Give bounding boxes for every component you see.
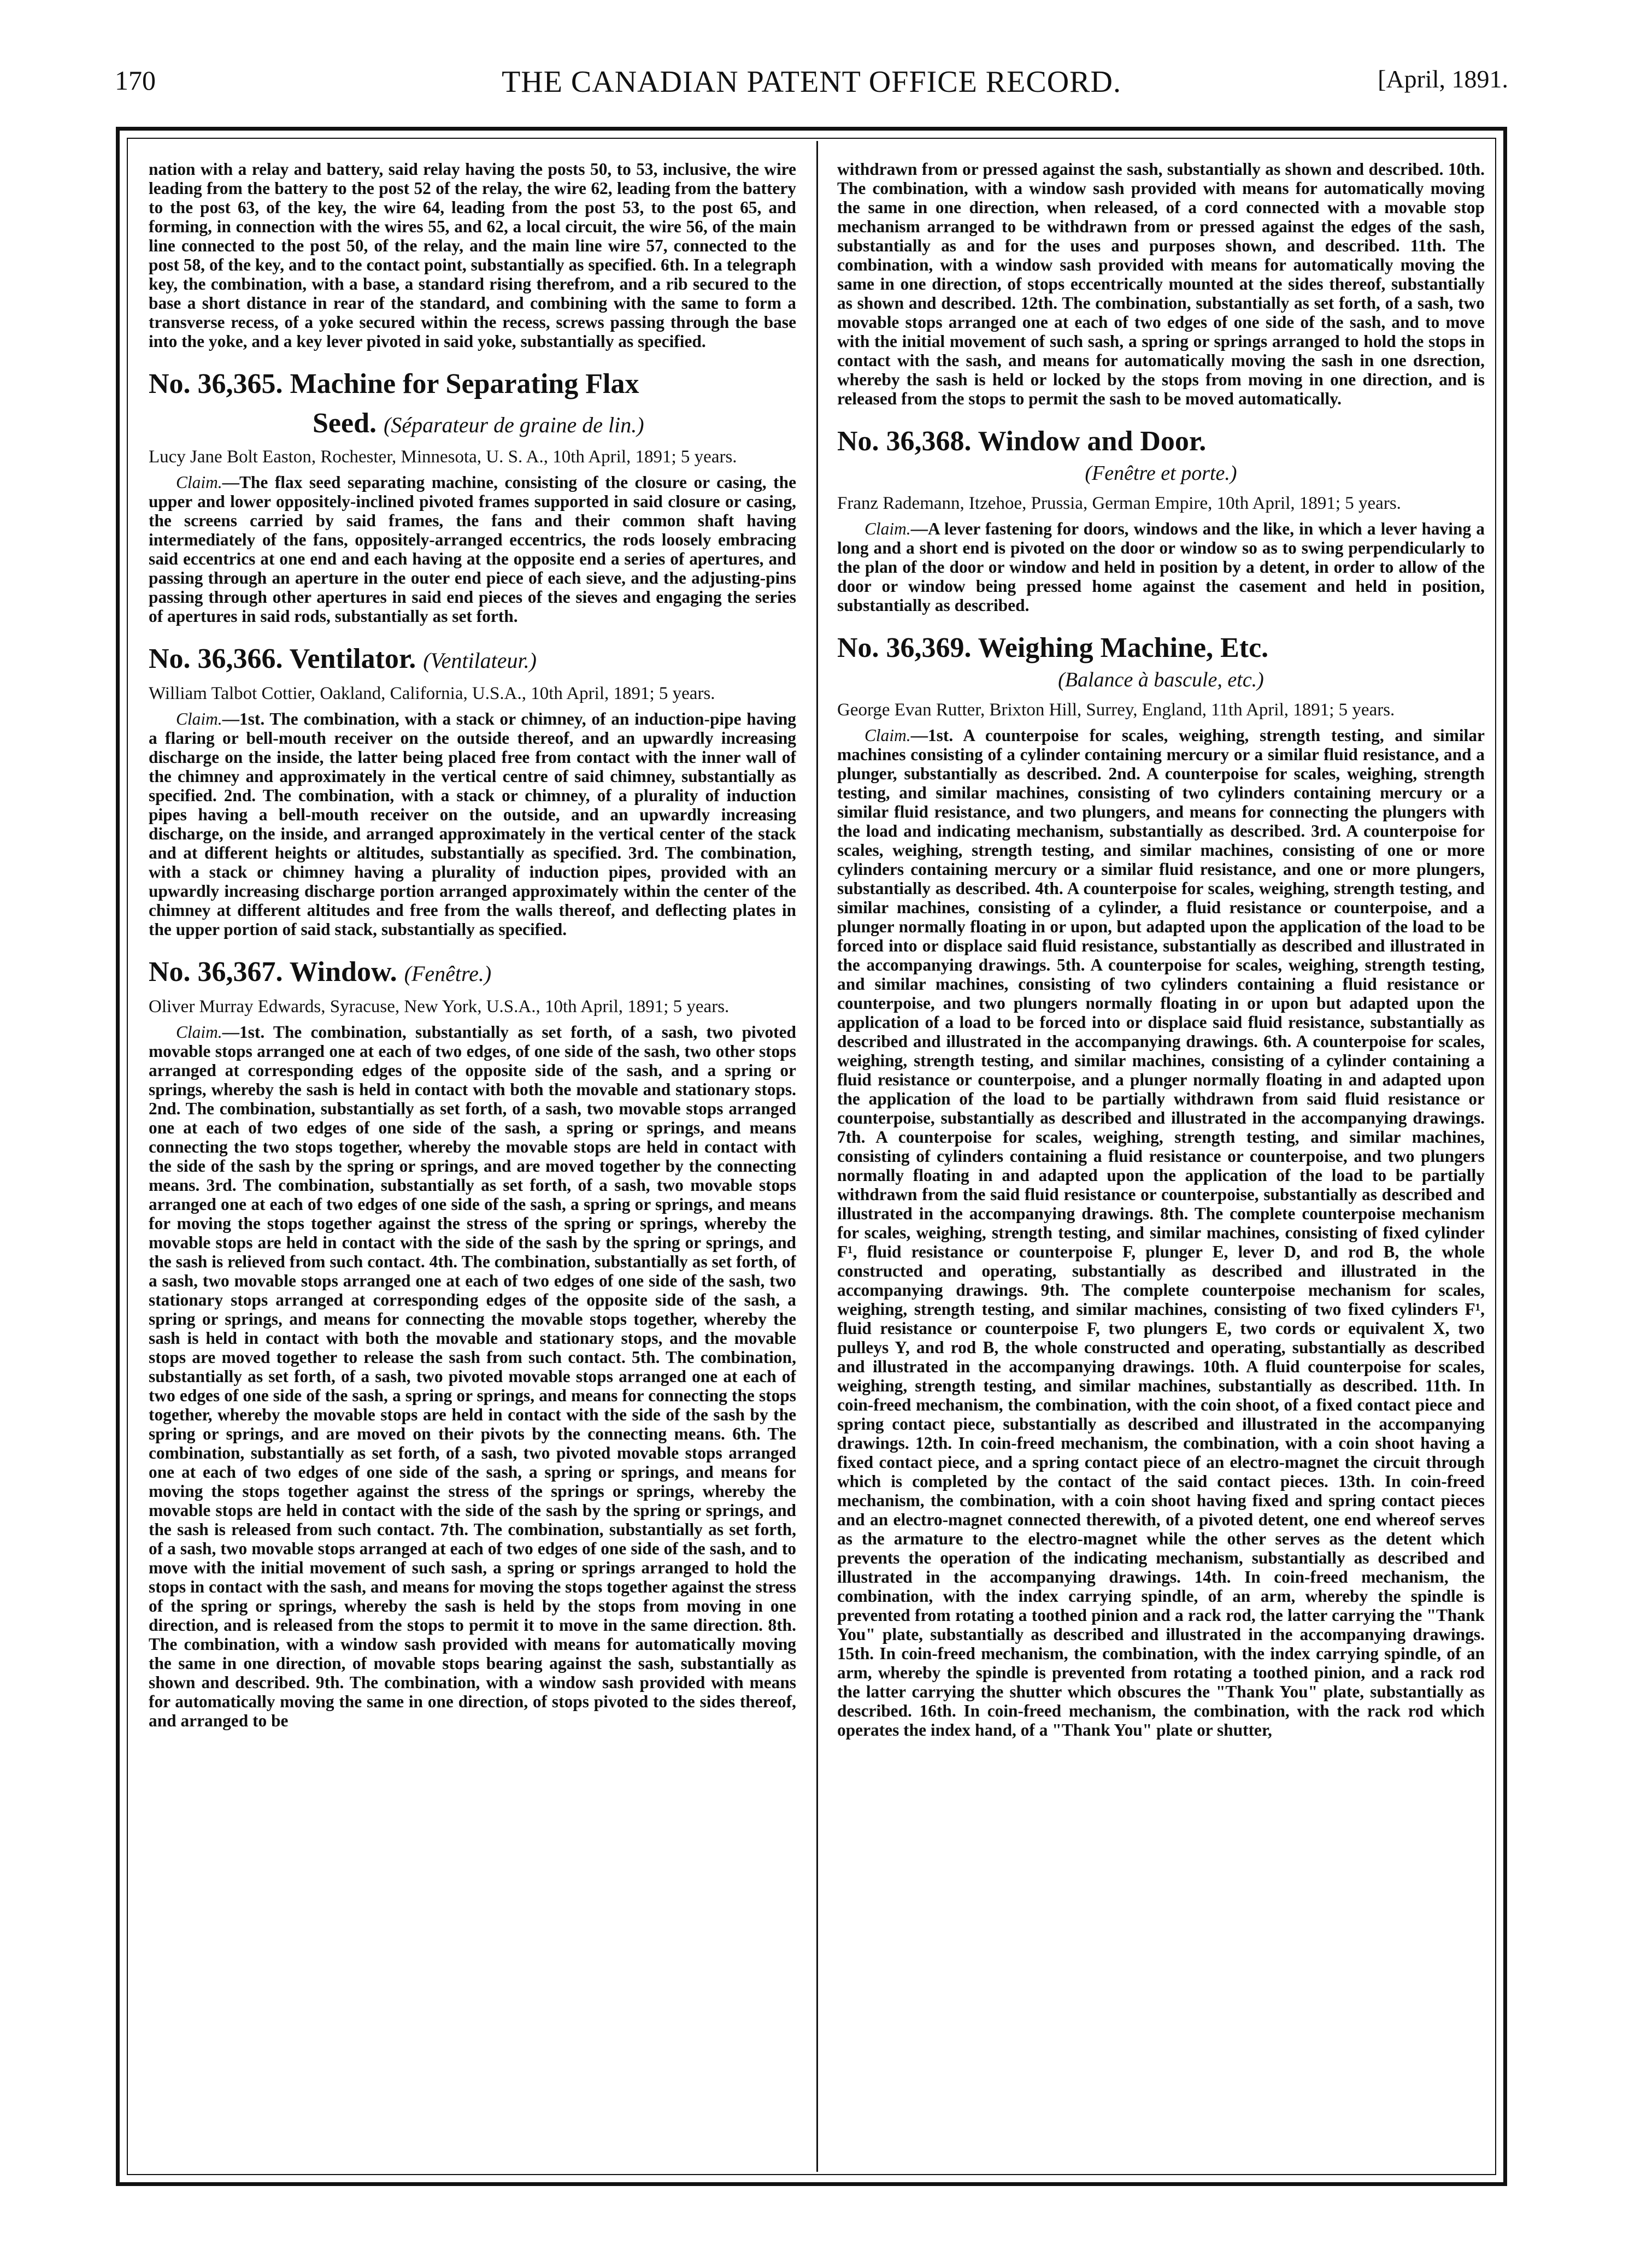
left-column	[149, 160, 796, 2154]
issue-date: [April, 1891.	[1378, 65, 1508, 93]
patent-entry-36366	[149, 642, 796, 939]
claim-body: —1st. A counterpoise for scales, weighing, strength testing, and similar machines consisting of a cylinder containing mercury or a similar fluid resistance, and a plunger, substantially as described. 2nd. A counterpoise for scales, weighing, strength testing, and similar machines, consisting of two cylinders containing mercury or a similar fluid resistance, and two plungers, and means for connecting the plungers with the load and indicating mechanism, substantially as described. 3rd. A counterpoise for scales, weighing, strength testing, and similar machines, consisting of one or more cylinders containing mercury or a similar fluid resistance, and one or more plungers, substantially as described. 4th. A counterpoise for scales, weighing, strength testing, and similar machines, consisting of a cylinder, a fluid resistance or counterpoise, and a plunger normally floating in or upon, but adapted upon the application of the load to be forced into or displace said fluid resistance, substantially as described and illustrated in the accompanying drawings. 5th. A counterpoise for scales, weighing, strength testing, and similar machines, consisting of two cylinders containing a fluid resistance or counterpoise, and two plungers normally floating in or upon but adapted upon the application of a load to be forced into or displace said fluid resistance, substantially as described and illustrated in the accompanying drawings. 6th. A counterpoise for scales, weighing, strength testing, and similar machines, consisting of a cylinder containing a fluid resistance or counterpoise, and a plunger normally floating in and adapted upon the application of the load to be partially withdrawn from said fluid resistance or counterpoise, substantially as described and illustrated in the accompanying drawings. 7th. A counterpoise for scales, weighing, strength testing, and similar machines, consisting of cylinders containing a fluid resistance or counterpoise, and two plungers normally floating in and adapted upon the application of the load to be partially withdrawn from the said fluid resistance or counterpoise, substantially as described and illustrated in the accompanying drawings. 8th. The complete counterpoise mechanism for scales, weighing, strength testing, and similar machines, consisting of fixed cylinder F¹, fluid resistance or counterpoise F, plunger E, lever D, and rod B, the whole constructed and operating, substantially as described and illustrated in the accompanying drawings. 9th. The complete counterpoise mechanism for scales, weighing, strength testing, and similar machines, consisting of two fixed cylinders F¹, fluid resistance or counterpoise F, two plungers E, two cords or equivalent X, two pulleys Y, and rod B, the whole constructed and operating, substantially as described and illustrated in the accompanying drawings. 10th. A fluid counterpoise for scales, weighing, strength testing, and similar machines, substantially as described. 11th. In coin-freed mechanism, the combination, with the coin shoot, of a fixed contact piece and spring contact piece, substantially as described and illustrated in the accompanying drawings. 12th. In coin-freed mechanism, the combination, with a coin shoot having a fixed contact piece, and a spring contact piece of an electro-magnet the circuit through which is completed by the contact of the said contact pieces. 13th. In coin-freed mechanism, the combination, with a coin shoot having fixed and spring contact pieces and an electro-magnet connected therewith, of a pivoted detent, one end whereof serves as the armature to the electro-magnet while the other serves as the detent which prevents the operation of the indicating mechanism, substantially as described and illustrated in the accompanying drawings. 14th. In coin-freed mechanism, the combination, with the index carrying spindle, of an arm, whereby the spindle is prevented from rotating a toothed pinion and a rack rod, the latter carrying the "Thank You" plate, substantially as described and illustrated in the accompanying drawings. 15th. In coin-freed mechanism, the combination, with the index carrying spindle, of an arm, whereby the spindle is prevented from rotating a toothed pinion, and a rack rod the latter carrying the shutter which obscures the "Thank You" plate, substantially as described. 16th. In coin-freed mechanism, the combination, with the rack rod which operates the index hand, of a "Thank You" plate or shutter,	[837, 726, 1485, 1740]
claim-text	[837, 519, 1485, 615]
claim-label: Claim.	[864, 726, 911, 745]
patent-number: No. 36,366.	[149, 643, 283, 674]
patent-translation: (Fenêtre et porte.)	[1085, 462, 1237, 485]
continued-claim-text: withdrawn from or pressed against the sash, substantially as shown and described. 10th. The combination, with a window sash provided with means for automatically moving the same in one direction, when released, of a cord connected with a movable stop mechanism arranged to be withdrawn from or pressed against the edges of the sash, substantially as and for the uses and purposes shown, and described. 11th. The combination, with a window sash provided with means for automatically moving the same in one direction, of stops eccentrically mounted at the sides thereof, substantially as shown and described. 12th. The combination, substantially as set forth, of a sash, two movable stops arranged one at each of two edges of one side of the sash, and to move with the initial movement of such sash, a spring or springs arranged to hold the stops in contact with the sash, and means for automatically moving the sash in one dsrection, whereby the sash is held or locked by the stops from moving in one direction, and is released from the stops to permit the sash to be moved automatically.	[837, 160, 1485, 408]
patent-number: No. 36,365.	[149, 368, 283, 399]
patent-number: No. 36,368.	[837, 426, 972, 457]
column-divider	[816, 141, 818, 2172]
patent-heading	[149, 642, 796, 678]
right-column	[837, 160, 1485, 2154]
patent-number: No. 36,367.	[149, 956, 283, 988]
claim-text	[837, 726, 1485, 1740]
claim-text	[149, 1023, 796, 1730]
claim-label: Claim.	[176, 709, 222, 728]
patent-entry-36365	[149, 367, 796, 626]
patent-translation: (Balance à bascule, etc.)	[1058, 668, 1264, 691]
claim-text	[149, 709, 796, 939]
patent-title: Window.	[289, 956, 397, 988]
patent-entry-36367	[149, 955, 796, 1730]
patent-heading	[837, 631, 1485, 665]
claim-body: —1st. The combination, with a stack or chimney, of an induction-pipe having a flaring or bell-mouth receiver on the outside thereof, and an upwardly increasing discharge on the inside, the latter being placed free from contact with the inner wall of the chimney and approximately in the vertical centre of said chimney, substantially as specified. 2nd. The combination, with a stack or chimney, of a plurality of induction pipes having a bell-mouth receiver on the outside, and an upwardly increasing discharge, on the inside, and arranged approximately in the vertical center of the stack and at different heights or altitudes, substantially as specified. 3rd. The combination, with a stack or chimney having a plurality of induction pipes, provided with an upwardly increasing discharge portion arranged approximately within the center of the chimney at different altitudes and free from the walls thereof, and deflecting plates in the upper portion of said stack, substantially as specified.	[149, 709, 796, 939]
patent-translation: (Ventilateur.)	[423, 648, 537, 673]
patent-heading	[149, 955, 796, 991]
claim-body: —The flax seed separating machine, consisting of the closure or casing, the upper and lower oppositely-inclined pivoted frames supported in said closure or casing, the screens carried by said frames, the fans and their common shaft having intermediately of the fans, oppositely-arranged eccentrics, the rods loosely embracing said eccentrics at one end and each having at the opposite end a series of apertures, and passing through an aperture in the outer end piece of each sieve, and the adjusting-pins passing through other apertures in said end pieces of the sieves and engaging the series of apertures in said rods, substantially as set forth.	[149, 473, 796, 626]
patentee-line: Oliver Murray Edwards, Syracuse, New York, U.S.A., 10th April, 1891; 5 years.	[149, 997, 730, 1017]
patent-heading	[837, 425, 1485, 459]
continued-claim-text: nation with a relay and battery, said relay having the posts 50, to 53, inclusive, the wire leading from the battery to the post 52 of the relay, the wire 62, leading from the battery to the post 63, of the key, the wire 64, leading from the post 53, to the post 65, and forming, in connection with the wires 55, and 62, a local circuit, the wire 56, of the main line connected to the post 50, of the relay, and the main line wire 57, connected to the post 58, of the key, and to the contact point, substantially as specified. 6th. In a telegraph key, the combination, with a base, a standard rising therefrom, and a rib secured to the base a short distance in rear of the standard, and combining with the same to form a transverse recess, of a yoke secured within the recess, screws passing through the base into the yoke, and a key lever pivoted in said yoke, substantially as specified.	[149, 160, 796, 351]
patent-entry-36368	[837, 425, 1485, 615]
claim-label: Claim.	[176, 473, 222, 492]
patent-translation: (Séparateur de graine de lin.)	[384, 413, 644, 437]
claim-body: —A lever fastening for doors, windows and the like, in which a lever having a long and a short end is pivoted on the door or window so as to swing perpendicularly to the plan of the door or window and held in position by a detent, in order to allow of the door or window being pressed home against the casement and held in position, substantially as described.	[837, 519, 1485, 615]
patent-title: Window and Door.	[978, 426, 1207, 457]
claim-text	[149, 473, 796, 626]
claim-label: Claim.	[176, 1023, 222, 1042]
claim-body: —1st. The combination, substantially as set forth, of a sash, two pivoted movable stops arranged one at each of two edges, of one side of the sash, two other stops arranged at corresponding edges of the opposite side of the sash, and a spring or springs, whereby the sash is held in contact with both the movable and stationary stops. 2nd. The combination, substantially as set forth, of a sash, two movable stops arranged one at each of two edges of one side of the sash, a spring or springs, and means connecting the two stops together, whereby the movable stops are held in contact with the side of the sash by the spring or springs, and are moved together by the connecting means. 3rd. The combination, substantially as set forth, of a sash, two movable stops arranged one at each of two edges of one side of the sash, a spring or springs, and means for moving the stops together against the stress of the spring or springs, whereby the movable stops are held in contact with the side of the sash by the spring or springs, and the sash is relieved from such contact. 4th. The combination, substantially as set forth, of a sash, two movable stops arranged one at each of two edges of one side of the sash, two stationary stops arranged at corresponding edges of the opposite side of the sash, a spring or springs, and means for connecting the movable stops together, whereby the sash is held in contact with both the movable and stationary stops, and the movable stops are moved together to release the sash from such contact. 5th. The combination, substantially as set forth, of a sash, two pivoted movable stops arranged one at each of two edges of one side of the sash, a spring or springs, and means for connecting the stops together, whereby the movable stops are held in contact with the side of the sash by the spring or springs, and are moved on their pivots by the connecting means. 6th. The combination, substantially as set forth, of a sash, two pivoted movable stops arranged one at each of two edges of one side of the sash, a spring or springs, and means for moving the stops together against the stress of the springs or springs, whereby the movable stops are held in contact with the side of the sash by the spring or springs, and the sash is released from such contact. 7th. The combination, substantially as set forth, of a sash, two movable stops arranged at each of two edges of one side of the sash, and to move with the initial movement of such sash, a spring or springs arranged to hold the stops in contact with the sash, and means for moving the stops together against the stress of the spring or springs, whereby the sash is held by the stops from moving in one direction, and is released from the stops to permit it to move in the same direction. 8th. The combination, with a window sash provided with means for automatically moving the same in one direction, of movable stops bearing against the sash, substantially as shown and described. 9th. The combination, with a window sash provided with means for automatically moving the same in one direction, of stops pivoted to the sides thereof, and arranged to be	[149, 1023, 796, 1730]
page-number: 170	[115, 65, 156, 96]
patentee-line: Franz Rademann, Itzehoe, Prussia, German Empire, 10th April, 1891; 5 years.	[837, 493, 1401, 513]
patent-heading-continued	[149, 407, 796, 442]
patent-title: Machine for Separating Flax	[290, 368, 639, 399]
patentee-line: William Talbot Cottier, Oakland, California, U.S.A., 10th April, 1891; 5 years.	[149, 684, 715, 703]
page-header	[115, 64, 1508, 108]
patent-title-continued: Seed.	[313, 408, 377, 439]
patent-entry-36369	[837, 631, 1485, 1740]
journal-title: THE CANADIAN PATENT OFFICE RECORD.	[502, 65, 1121, 99]
claim-label: Claim.	[864, 519, 911, 538]
patent-title: Weighing Machine, Etc.	[978, 632, 1269, 663]
patentee-line: George Evan Rutter, Brixton Hill, Surrey, England, 11th April, 1891; 5 years.	[837, 700, 1395, 720]
patent-translation: (Fenêtre.)	[404, 961, 492, 986]
patentee-line: Lucy Jane Bolt Easton, Rochester, Minnesota, U. S. A., 10th April, 1891; 5 years.	[149, 447, 737, 467]
patent-title: Ventilator.	[289, 643, 416, 674]
patent-number: No. 36,369.	[837, 632, 972, 663]
patent-heading	[149, 367, 796, 401]
